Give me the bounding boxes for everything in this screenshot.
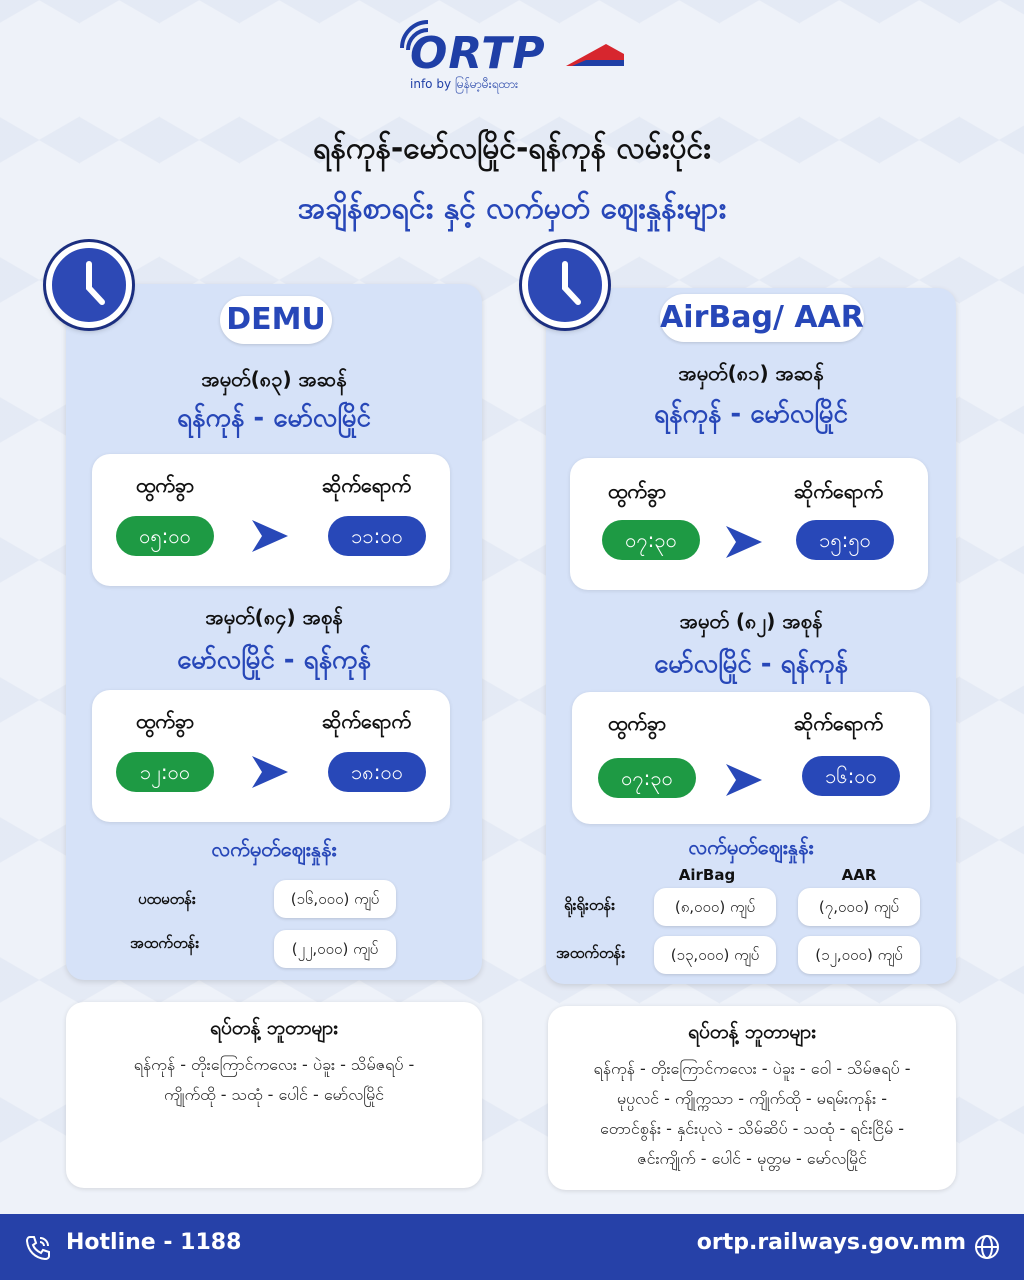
stations-line: မုပ္ပလင် - ကျိုက္ကသာ - ကျိုက်ထို - မရမ်းကုန်း -: [616, 1089, 888, 1108]
airbag-up-depart-time: ၀၇:၃၀: [602, 520, 700, 560]
depart-label: ထွက်ခွာ: [608, 479, 667, 503]
arrive-label: ဆိုက်ရောက်: [794, 479, 884, 503]
demu-down-route: မော်လမြိုင် - ရန်ကုန်: [177, 645, 371, 675]
stations-title: ရပ်တန့် ဘူတာများ: [210, 1017, 338, 1039]
airbag-fare-price: (၁၃,၀၀၀) ကျပ်: [654, 936, 776, 974]
arrow-right-icon: [248, 752, 292, 792]
aar-fare-price: (၇,၀၀၀) ကျပ်: [798, 888, 920, 926]
arrive-label: ဆိုက်ရောက်: [794, 711, 884, 735]
stations-list: [548, 1054, 956, 1174]
page-title: ရန်ကုန်-မော်လမြိုင်-ရန်ကုန် လမ်းပိုင်း: [313, 131, 711, 166]
demu-up-arrive-time: ၁၁:၀၀: [328, 516, 426, 556]
airbag-up-train-number: အမှတ်(၈၁) အဆန်: [678, 361, 824, 385]
stations-line: ရန်ကုန် - တိုးကြောင်ကလေး - ပဲခူး - ဝေါ - သိမ်ဇရပ် -: [593, 1059, 911, 1078]
depart-label: ထွက်ခွာ: [136, 709, 195, 733]
demu-up-depart-time: ၀၅:၀၀: [116, 516, 214, 556]
ortp-logo: [398, 18, 628, 94]
demu-stations-card: [66, 1002, 482, 1188]
demu-down-schedule-card: [92, 690, 450, 822]
footer-bar: [0, 1214, 1024, 1280]
airbag-up-arrive-time: ၁၅:၅၀: [796, 520, 894, 560]
website-link[interactable]: ortp.railways.gov.mm: [696, 1230, 966, 1255]
demu-badge: DEMU: [220, 296, 332, 344]
airbag-stations-card: [548, 1006, 956, 1190]
arrow-right-icon: [248, 516, 292, 556]
phone-icon: [24, 1234, 52, 1262]
airbag-down-route: မော်လမြိုင် - ရန်ကုန်: [654, 649, 848, 679]
airbag-up-schedule-card: [570, 458, 928, 590]
demu-down-depart-time: ၁၂:၀၀: [116, 752, 214, 792]
logo-text: ORTP: [410, 28, 546, 79]
fare-column-aar: AAR: [841, 866, 877, 884]
arrive-label: ဆိုက်ရောက်: [322, 709, 412, 733]
arrive-label: ဆိုက်ရောက်: [322, 473, 412, 497]
demu-fare-title: လက်မှတ်ဈေးနှုန်း: [211, 837, 337, 861]
airbag-fare-price: (၈,၀၀၀) ကျပ်: [654, 888, 776, 926]
demu-fare-class: ပထမတန်း: [138, 890, 196, 908]
globe-icon: [974, 1234, 1000, 1260]
arrow-right-icon: [722, 522, 766, 562]
stations-line: တောင်စွန်း - နှင်းပုလဲ - သိမ်ဆိပ် - သထုံ - ရင်းငြိမ် -: [600, 1119, 904, 1138]
stations-line: ဇင်းကျိုက် - ပေါင် - မုတ္တမ - မော်လမြိုင်: [637, 1149, 867, 1168]
airbag-badge: AirBag/ AAR: [660, 294, 864, 342]
depart-label: ထွက်ခွာ: [608, 711, 667, 735]
airbag-down-train-number: အမှတ် (၈၂) အစုန်: [679, 609, 823, 633]
hotline-link[interactable]: Hotline - 1188: [66, 1230, 242, 1255]
demu-down-train-number: အမှတ်(၈၄) အစုန်: [205, 605, 343, 629]
airbag-fare-class: ရိုးရိုးတန်း: [564, 896, 616, 914]
demu-fare-class: အထက်တန်း: [130, 934, 200, 952]
stations-line: ကျိုက်ထို - သထုံ - ပေါင် - မော်လမြိုင်: [164, 1085, 384, 1104]
airbag-down-schedule-card: [572, 692, 930, 824]
clock-icon: [46, 242, 132, 328]
stations-list: [66, 1050, 482, 1110]
demu-up-schedule-card: [92, 454, 450, 586]
depart-label: ထွက်ခွာ: [136, 473, 195, 497]
train-icon: [566, 40, 626, 70]
demu-up-train-number: အမှတ်(၈၃) အဆန်: [201, 367, 347, 391]
airbag-fare-class: အထက်တန်း: [556, 944, 626, 962]
arrow-right-icon: [722, 760, 766, 800]
aar-fare-price: (၁၂,၀၀၀) ကျပ်: [798, 936, 920, 974]
airbag-fare-title: လက်မှတ်ဈေးနှုန်း: [688, 835, 814, 859]
airbag-down-arrive-time: ၁၆:၀၀: [802, 756, 900, 796]
demu-fare-price: (၂၂,၀၀၀) ကျပ်: [274, 930, 396, 968]
stations-title: ရပ်တန့် ဘူတာများ: [688, 1021, 816, 1043]
demu-up-route: ရန်ကုန် - မော်လမြိုင်: [177, 403, 371, 433]
logo-subtitle: info by မြန်မာ့မီးရထား: [410, 77, 519, 91]
demu-down-arrive-time: ၁၈:၀၀: [328, 752, 426, 792]
stations-line: ရန်ကုန် - တိုးကြောင်ကလေး - ပဲခူး - သိမ်ဇရပ် -: [133, 1055, 415, 1074]
airbag-down-depart-time: ၀၇:၃၀: [598, 758, 696, 798]
page-subtitle: အချိန်စာရင်း နှင့် လက်မှတ် ဈေးနှုန်းများ: [297, 191, 727, 226]
clock-icon: [522, 242, 608, 328]
airbag-up-route: ရန်ကုန် - မော်လမြိုင်: [654, 399, 848, 429]
fare-column-airbag: AirBag: [678, 866, 736, 884]
demu-fare-price: (၁၆,၀၀၀) ကျပ်: [274, 880, 396, 918]
